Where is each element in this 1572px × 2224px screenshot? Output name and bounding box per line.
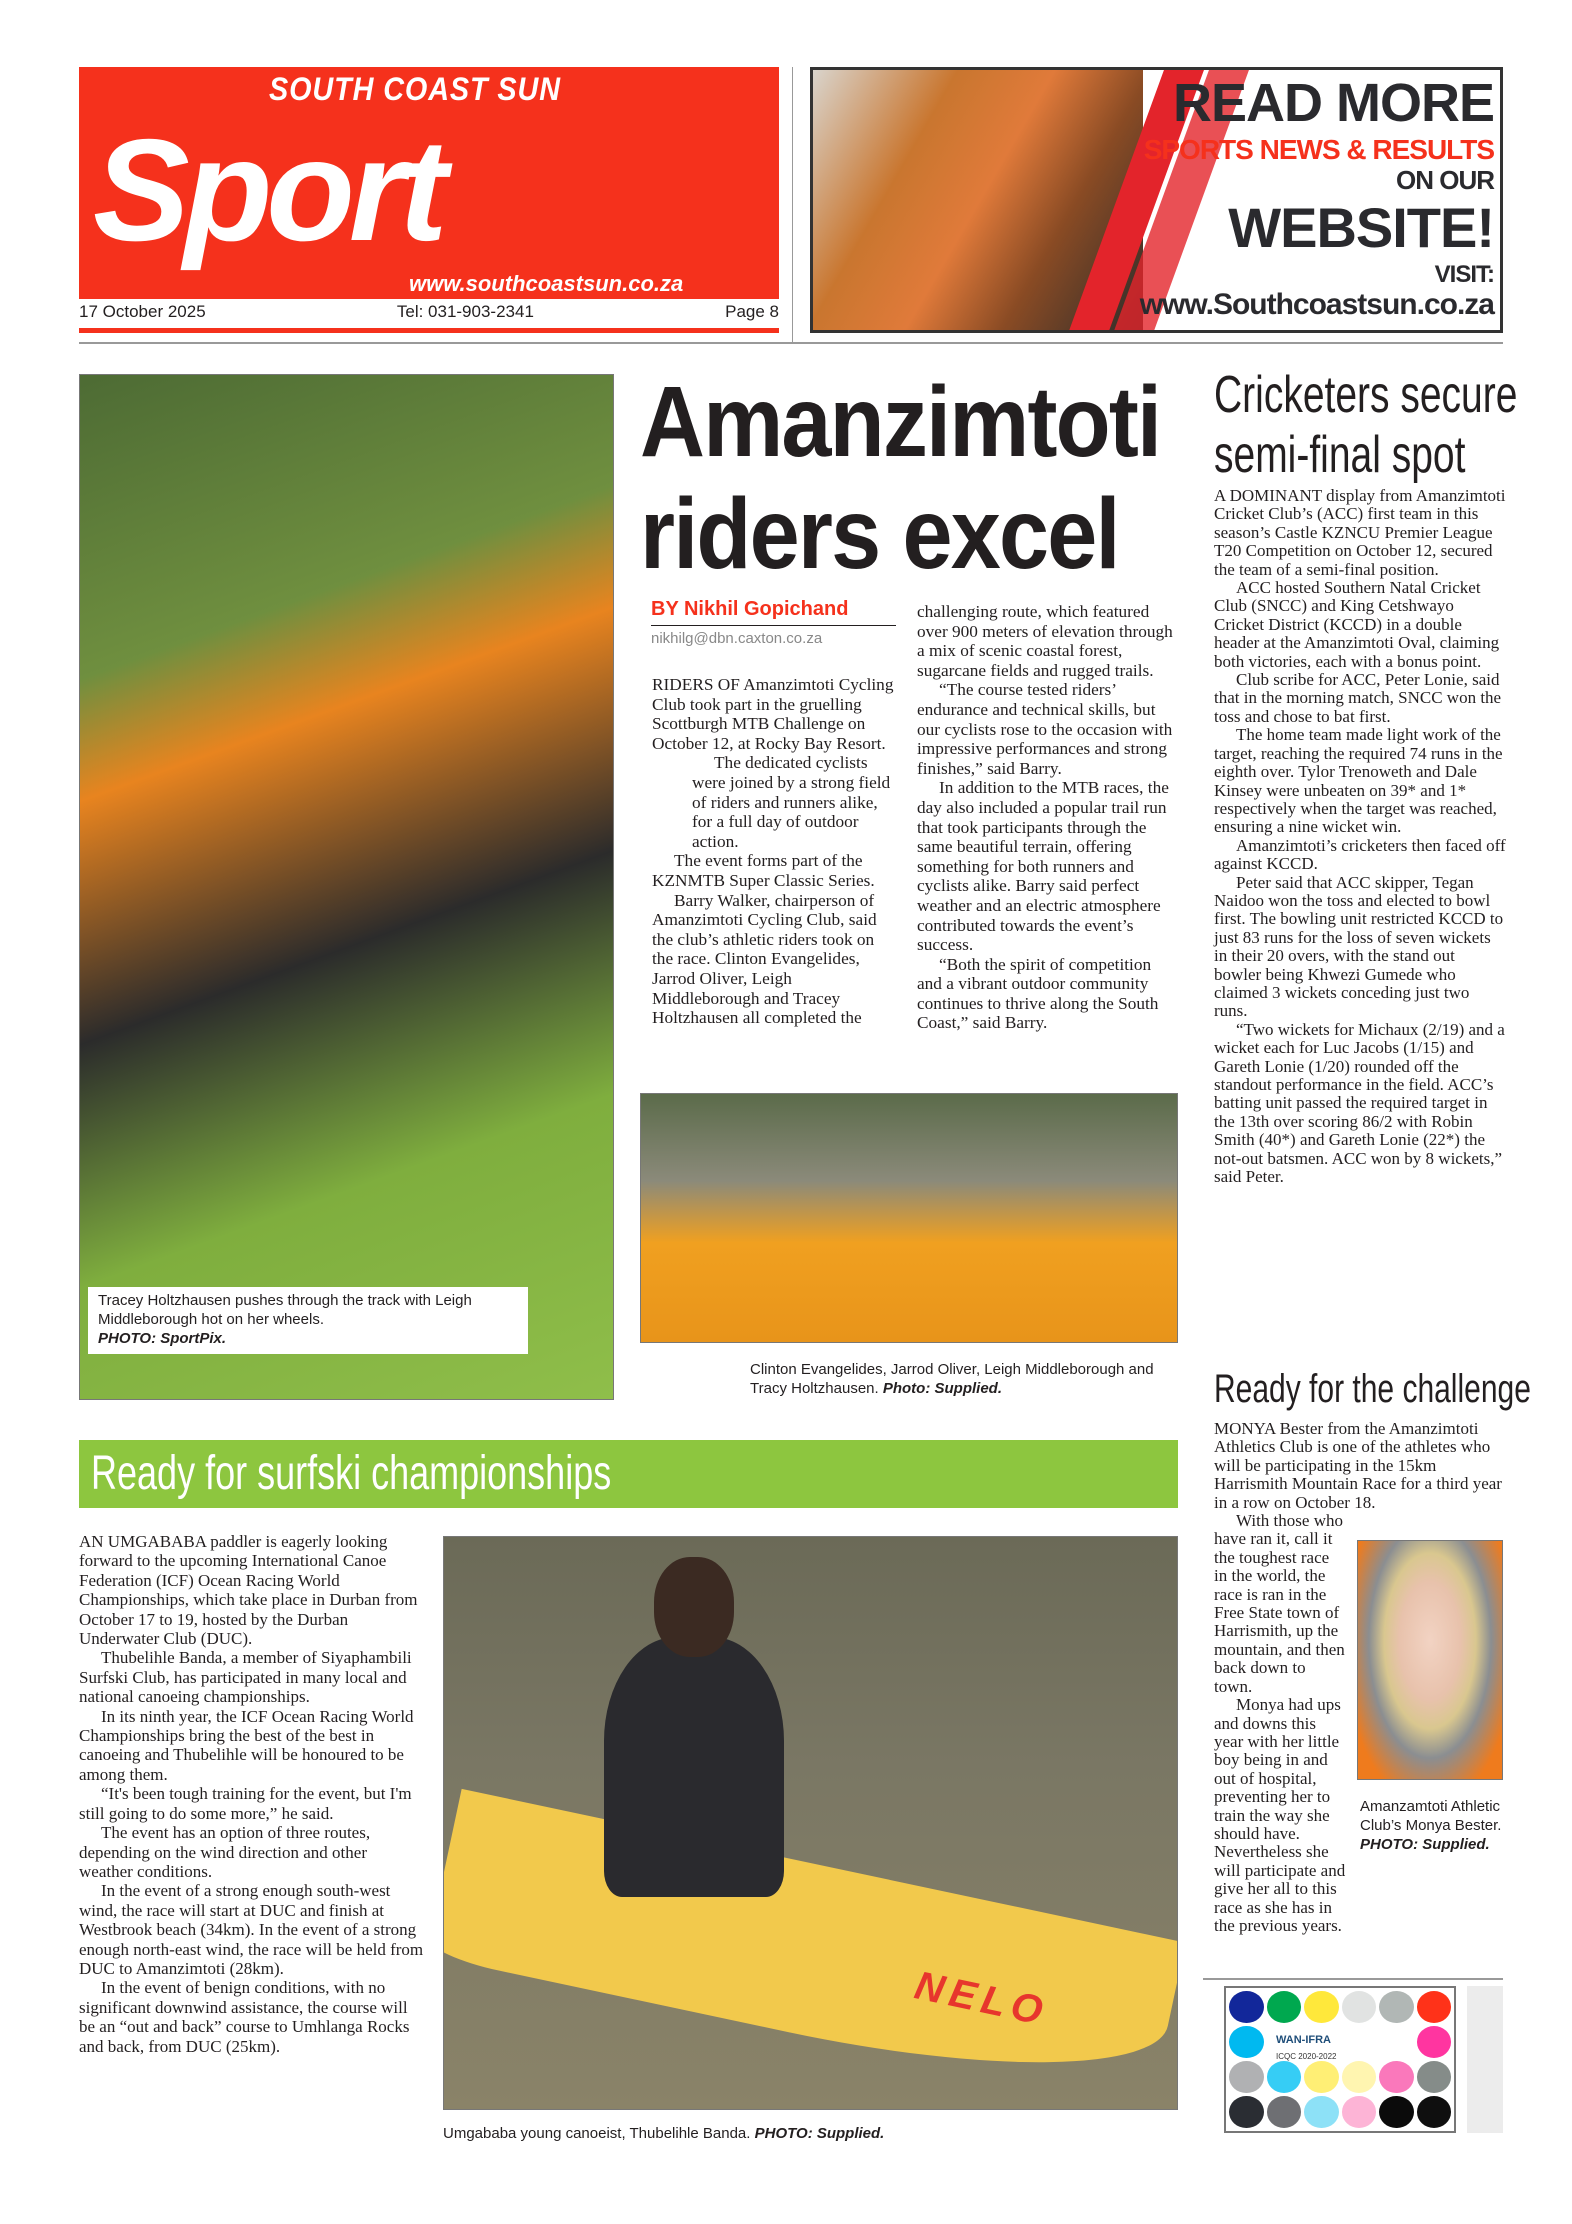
paragraph: The event forms part of the KZNMTB Super Classic Series. <box>652 851 875 890</box>
paragraph: The event has an option of three routes, depending on the wind direction and other weather conditions. <box>79 1823 371 1881</box>
divider <box>1203 1978 1503 1980</box>
paragraph: “The course tested riders’ endurance and technical skills, but our cyclists rose to the occasion with impressive performances and strong finishes,” said Barry. <box>917 680 1173 778</box>
photo-caption <box>443 2124 1178 2143</box>
masthead-title: Sport <box>93 109 442 271</box>
article-headline: Ready for the challenge <box>1214 1367 1531 1411</box>
color-swatch <box>1304 2061 1339 2093</box>
section-banner <box>79 1440 1178 1508</box>
paragraph: Peter said that ACC skipper, Tegan Naidoo won the toss and elected to bowl first. The bowling unit restricted KCCD to just 83 runs for the loss of seven wickets in their 20 overs, with the stand out bowler being Khwezi Gumede who claimed 3 wickets conceding just two runs. <box>1214 872 1504 1021</box>
canoeist-head <box>654 1557 734 1657</box>
color-swatch <box>1267 1991 1302 2023</box>
paragraph: “It's been tough training for the event, but I'm still going to do some more,” he said. <box>79 1784 412 1823</box>
article-headline <box>1214 366 1517 486</box>
article-column <box>79 1532 424 2056</box>
canoeist-photo <box>443 1536 1178 2110</box>
paragraph: In its ninth year, the ICF Ocean Racing World Championships bring the best of the best in canoeing and Thubelihle will be honoured to be among them. <box>79 1706 414 1784</box>
paragraph: MONYA Bester from the Amanzimtoti Athletics Club is one of the athletes who will be participating in the 15km Harrismith Mountain Race for a third year in a row on October 18. <box>1214 1419 1502 1512</box>
canoeist-figure <box>604 1637 784 1897</box>
color-swatch <box>1417 2026 1452 2058</box>
paragraph: In addition to the MTB races, the day also included a popular trail run that took participants through the same beautiful terrain, offering something for both runners and cyclists alike. Barry said perfect weather and an electric atmosphere contributed towards the event’s success. <box>917 778 1169 955</box>
article-column <box>1214 1420 1506 1935</box>
headline-line: semi-final spot <box>1214 425 1466 484</box>
paragraph: With those who have ran it, call it the toughest race in the world, the race is ran in the Free State town of Harrismith, up the mountain, and then back down to town. <box>1214 1511 1345 1696</box>
paragraph: “Both the spirit of competition and a vibrant outdoor community continues to thrive along the South Coast,” said Barry. <box>917 954 1159 1033</box>
headline-line: Amanzimtoti <box>640 366 1161 478</box>
masthead-url[interactable]: www.southcoastsun.co.za <box>409 271 684 296</box>
article-column <box>640 675 898 1028</box>
article-headline: Ready for surfski championships <box>91 1447 612 1500</box>
caption-text: Clinton Evangelides, Jarrod Oliver, Leigh Middleborough and Tracy Holtzhausen. <box>750 1361 1154 1397</box>
photo-credit: Photo: Supplied. <box>882 1380 1002 1397</box>
paragraph: Monya had ups and downs this year with her little boy being in and out of hospital, preventing her to train the way she should have. Nevertheless she will participate and give her all to this race as she has in the previous years. <box>1214 1695 1346 1935</box>
group-photo <box>640 1093 1178 1343</box>
masthead-logo <box>79 67 779 299</box>
caption-text: Tracey Holtzhausen pushes through the track with Leigh Middleborough hot on her wheels. <box>98 1292 472 1328</box>
paragraph: ACC hosted Southern Natal Cricket Club (SNCC) and King Cetshwayo Cricket District (KCCD) in a double header at the Amanzimtoti Oval, claiming both victories, each with a bonus point. <box>1214 578 1500 671</box>
grey-patch <box>1467 1986 1503 2133</box>
page-number: Page 8 <box>725 302 779 321</box>
photo-caption <box>88 1287 528 1354</box>
kayak-image <box>443 1789 1178 2109</box>
color-bar-label: ICQC 2020-2022 <box>1276 2052 1337 2061</box>
paragraph: The dedicated cyclists were joined by a strong field of riders and runners alike, for a full day of outdoor action. <box>692 753 891 851</box>
headline-line: Cricketers secure <box>1214 366 1518 424</box>
cyclists-photo <box>79 374 614 1400</box>
color-swatch <box>1379 2061 1414 2093</box>
divider <box>79 342 1503 344</box>
paragraph: Thubelihle Banda, a member of Siyaphambili Surfski Club, has participated in many local and national canoeing championships. <box>79 1648 412 1707</box>
dateline <box>79 302 779 322</box>
caption-text: Umgababa young canoeist, Thubelihle Banda. <box>443 2125 751 2142</box>
headline-line: riders excel <box>640 478 1119 590</box>
swatch-blank <box>1342 2026 1377 2058</box>
divider <box>792 67 793 342</box>
article-headline <box>640 366 1200 590</box>
paragraph: A DOMINANT display from Amanzimtoti Cricket Club’s (ACC) first team in this season’s Castle KZNCU Premier League T20 Competition on October 12, secured the team of a semi-final position. <box>1214 486 1506 579</box>
masthead-kicker: SOUTH COAST SUN <box>269 71 561 107</box>
article-column <box>917 602 1179 1033</box>
color-swatch <box>1229 2061 1264 2093</box>
photo-credit: PHOTO: Supplied. <box>754 2125 885 2142</box>
color-swatch <box>1417 2096 1452 2128</box>
color-swatch <box>1229 2026 1264 2058</box>
paragraph: “Two wickets for Michaux (2/19) and a wicket each for Luc Jacobs (1/15) and Gareth Lonie (1/20) rounded off the standout performance in the field. ACC’s batting unit passed the required target in the 13th over scoring 86/2 with Robin Smith (40*) and Gareth Lonie (22*) the not-out batsmen. ACC won by 8 wickets,” said Peter. <box>1214 1019 1505 1187</box>
author-email[interactable]: nikhilg@dbn.caxton.co.za <box>651 630 823 647</box>
photo-credit: PHOTO: SportPix. <box>98 1330 227 1347</box>
ad-line: ON OUR <box>1396 165 1494 196</box>
color-swatch <box>1379 1991 1414 2023</box>
kayak-brand: NELO <box>911 1963 1053 2035</box>
ad-line: SPORTS NEWS & RESULTS <box>1143 134 1494 166</box>
ad-text <box>1140 72 1494 323</box>
color-swatch <box>1417 2061 1452 2093</box>
ad-line: READ MORE <box>1172 73 1494 133</box>
photo-caption <box>1360 1797 1505 1854</box>
byline: BY Nikhil Gopichand <box>651 598 849 620</box>
color-swatch <box>1379 2096 1414 2128</box>
caption-text: Amanzamtoti Athletic Club’s Monya Bester. <box>1360 1798 1502 1834</box>
telephone: Tel: 031-903-2341 <box>396 302 534 321</box>
divider <box>651 625 896 626</box>
color-swatch <box>1229 1991 1264 2023</box>
color-swatch <box>1304 2096 1339 2128</box>
paragraph: challenging route, which featured over 900 meters of elevation through a mix of scenic coastal forest, sugarcane fields and rugged trails. <box>917 602 1173 680</box>
ad-line: VISIT: <box>1434 260 1494 288</box>
article-column <box>1214 487 1506 1186</box>
ad-line: WEBSITE! <box>1228 196 1494 260</box>
color-swatch <box>1267 2096 1302 2128</box>
color-swatch <box>1267 2061 1302 2093</box>
wan-ifra-logo: WAN-IFRA <box>1276 2034 1331 2046</box>
color-swatch <box>1304 1991 1339 2023</box>
color-swatch <box>1229 2096 1264 2128</box>
print-color-bar <box>1224 1986 1456 2133</box>
photo-credit: PHOTO: Supplied. <box>1360 1836 1490 1853</box>
color-swatch <box>1342 2061 1377 2093</box>
color-swatch <box>1342 2096 1377 2128</box>
paragraph: RIDERS OF Amanzimtoti Cycling Club took part in the gruelling Scottburgh MTB Challenge on October 12, at Rocky Bay Resort. <box>652 675 894 753</box>
paragraph: Amanzimtoti’s cricketers then faced off against KCCD. <box>1214 835 1506 874</box>
divider <box>79 328 779 333</box>
paragraph: Club scribe for ACC, Peter Lonie, said that in the morning match, SNCC won the toss and chose to bat first. <box>1214 670 1502 726</box>
color-swatch <box>1342 1991 1377 2023</box>
paragraph: The home team made light work of the target, reaching the required 74 runs in the eighth over. Tylor Trenoweth and Dale Kinsey were unbeaten on 39* and 1* respectively when the target was reached, ensuring a nine wicket win. <box>1214 725 1503 837</box>
color-swatch <box>1417 1991 1452 2023</box>
issue-date: 17 October 2025 <box>79 302 206 321</box>
photo-caption <box>750 1360 1180 1398</box>
swatch-blank <box>1379 2026 1414 2058</box>
paragraph: Barry Walker, chairperson of Amanzimtoti Cycling Club, said the club’s athletic riders took on the race. Clinton Evangelides, Jarrod Oliver, Leigh Middleborough and Tracey Holtzhausen all completed the <box>652 890 877 1028</box>
ad-url[interactable]: www.Southcoastsun.co.za <box>1139 288 1494 322</box>
paragraph: AN UMGABABA paddler is eagerly looking forward to the upcoming International Canoe Federation (ICF) Ocean Racing World Championships, which take place in Durban from October 17 to 19, hosted by the Durban Underwater Club (DUC). <box>79 1532 418 1649</box>
website-advert[interactable] <box>810 67 1503 333</box>
paragraph: In the event of benign conditions, with no significant downwind assistance, the course will be an “out and back” course to Umhlanga Rocks and back, from DUC (25km). <box>79 1978 410 2056</box>
paragraph: In the event of a strong enough south-west wind, the race will start at DUC and finish at Westbrook beach (34km). In the event of a strong enough north-east wind, the race will be held from DUC to Amanzimtoti (28km). <box>79 1881 424 1978</box>
